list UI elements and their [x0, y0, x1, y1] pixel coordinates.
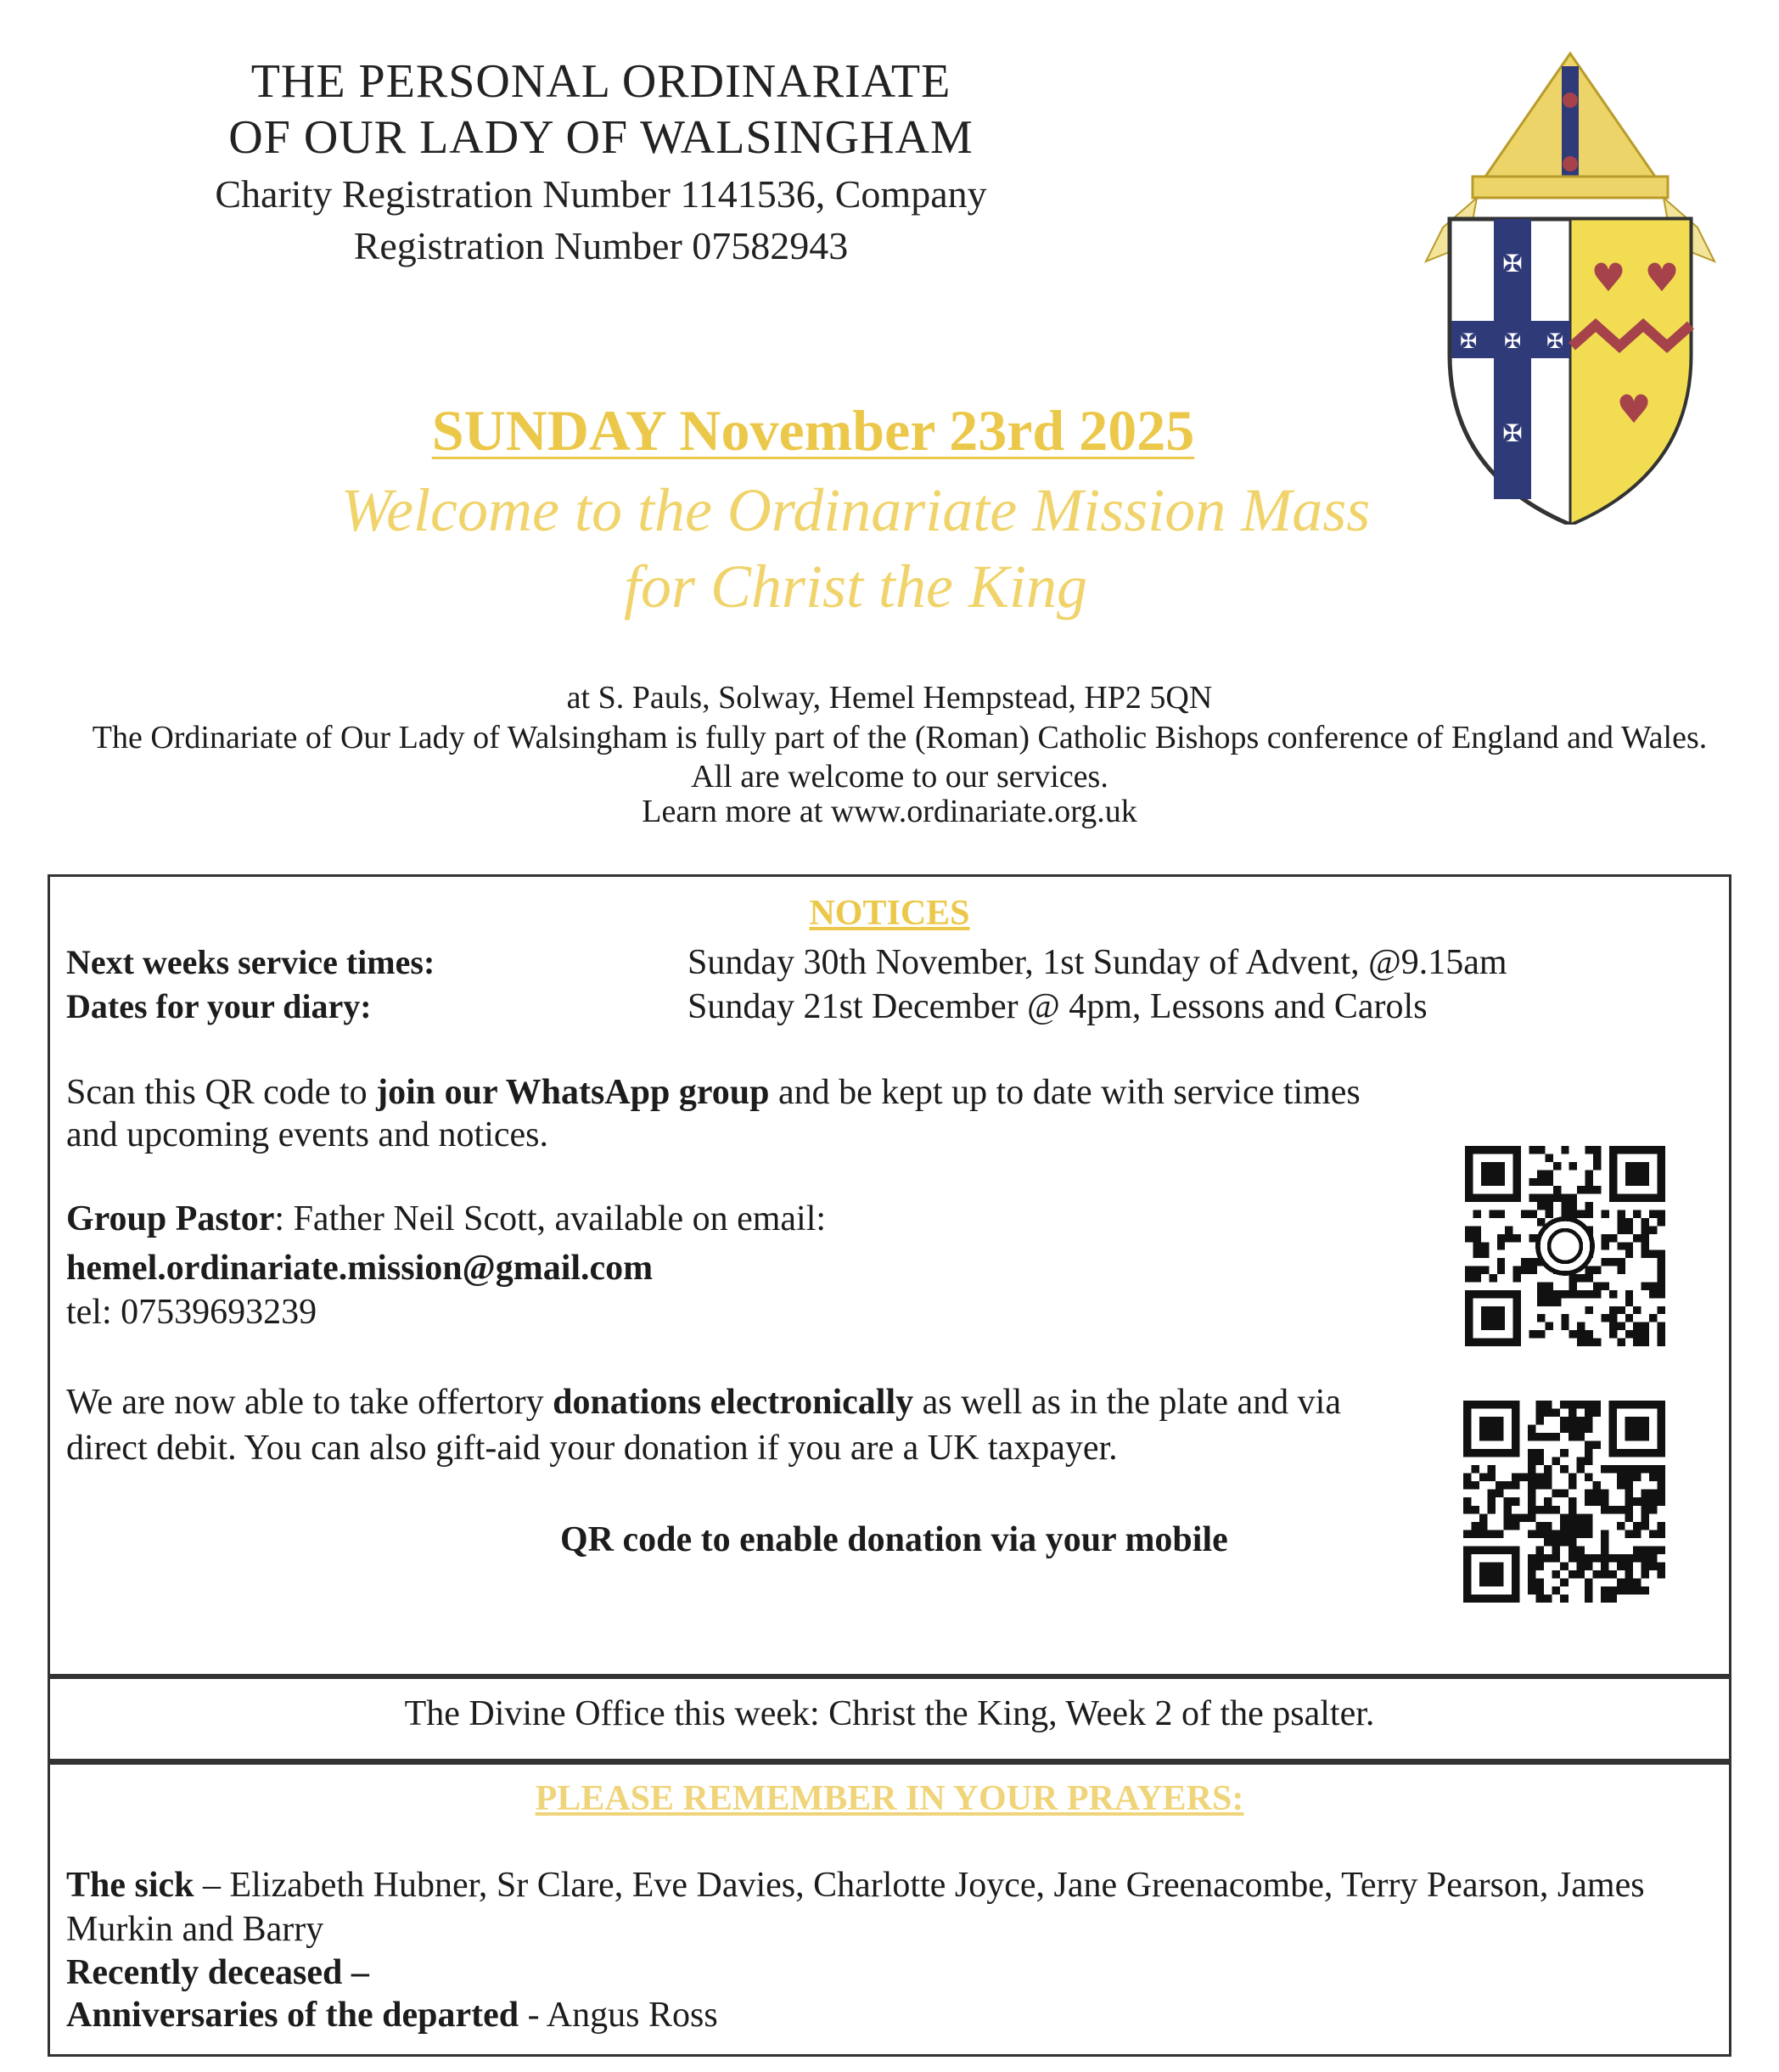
- donation-text-post: as well as in the plate and via direct debit. You can also gift-aid your donation if you are a UK taxpayer.: [66, 1383, 1341, 1468]
- prayers-heading: PLEASE REMEMBER IN YOUR PRAYERS:: [535, 1779, 1244, 1818]
- svg-text:✠: ✠: [1459, 329, 1478, 353]
- ordinariate-description: The Ordinariate of Our Lady of Walsingham is fully part of the (Roman) Catholic Bishops conference of England and Wales. All are welcome to our services.: [92, 720, 1708, 795]
- whatsapp-text-post: and be kept up to date with service times and upcoming events and notices.: [66, 1073, 1361, 1154]
- whatsapp-text-bold: join our WhatsApp group: [376, 1073, 770, 1112]
- group-pastor-text: : Father Neil Scott, available on email:: [274, 1199, 827, 1238]
- svg-text:✠: ✠: [1502, 419, 1523, 447]
- recently-deceased: [66, 1952, 369, 1993]
- svg-text:♥: ♥: [1591, 255, 1626, 300]
- recently-deceased-label: Recently deceased –: [66, 1953, 369, 1992]
- welcome-line1: Welcome to the Ordinariate Mission Mass: [340, 476, 1371, 544]
- charity-registration-line2: Registration Number 07582943: [353, 224, 849, 267]
- service-address: at S. Pauls, Solway, Hemel Hempstead, HP2 5QN: [566, 680, 1213, 716]
- donation-text-pre: We are now able to take offertory: [66, 1383, 553, 1422]
- donation-notice: [66, 1379, 1407, 1471]
- svg-text:✠: ✠: [1546, 329, 1564, 353]
- anniversaries-label: Anniversaries of the departed: [66, 1996, 519, 2035]
- donation-text-bold: donations electronically: [553, 1383, 914, 1422]
- svg-text:✠: ✠: [1502, 250, 1523, 278]
- whatsapp-text-pre: Scan this QR code to: [66, 1073, 377, 1112]
- donation-qr-code-icon[interactable]: [1463, 1401, 1665, 1603]
- group-pastor-label: Group Pastor: [66, 1199, 275, 1238]
- donation-qr-label: QR code to enable donation via your mobile: [560, 1520, 1228, 1559]
- service-date: SUNDAY November 23rd 2025: [431, 398, 1195, 463]
- pastor-email-link[interactable]: hemel.ordinariate.mission@gmail.com: [66, 1249, 654, 1288]
- group-pastor-line: [66, 1199, 826, 1239]
- pastor-telephone: tel: 07539693239: [66, 1293, 317, 1332]
- org-title-line2: OF OUR LADY OF WALSINGHAM: [228, 111, 974, 164]
- welcome-line2: for Christ the King: [623, 553, 1088, 620]
- charity-registration-line1: Charity Registration Number 1141536, Company: [215, 172, 987, 216]
- whatsapp-qr-code-icon[interactable]: [1465, 1146, 1665, 1346]
- learn-more-link[interactable]: Learn more at www.ordinariate.org.uk: [642, 794, 1137, 829]
- service-times-label: Next weeks service times:: [66, 943, 435, 981]
- anniversaries-names: - Angus Ross: [519, 1996, 718, 2035]
- org-title-line1: THE PERSONAL ORDINARIATE: [250, 55, 951, 108]
- svg-text:♥: ♥: [1616, 386, 1652, 432]
- diary-value: Sunday 21st December @ 4pm, Lessons and Carols: [687, 987, 1428, 1026]
- notices-heading: NOTICES: [809, 894, 970, 933]
- sick-list: [66, 1863, 1713, 1951]
- service-times-value: Sunday 30th November, 1st Sunday of Advent, @9.15am: [687, 943, 1507, 982]
- anniversaries-line: [66, 1995, 718, 2036]
- sick-names: – Elizabeth Hubner, Sr Clare, Eve Davies, Charlotte Joyce, Jane Greenacombe, Terry Pearson, James Murkin and Barry: [66, 1866, 1645, 1949]
- svg-text:♥: ♥: [1644, 255, 1680, 300]
- sick-label: The sick: [66, 1866, 194, 1905]
- diary-label: Dates for your diary:: [66, 987, 372, 1025]
- svg-text:✠: ✠: [1503, 329, 1522, 353]
- divine-office-text: The Divine Office this week: Christ the King, Week 2 of the psalter.: [404, 1694, 1375, 1733]
- whatsapp-notice: [66, 1071, 1390, 1156]
